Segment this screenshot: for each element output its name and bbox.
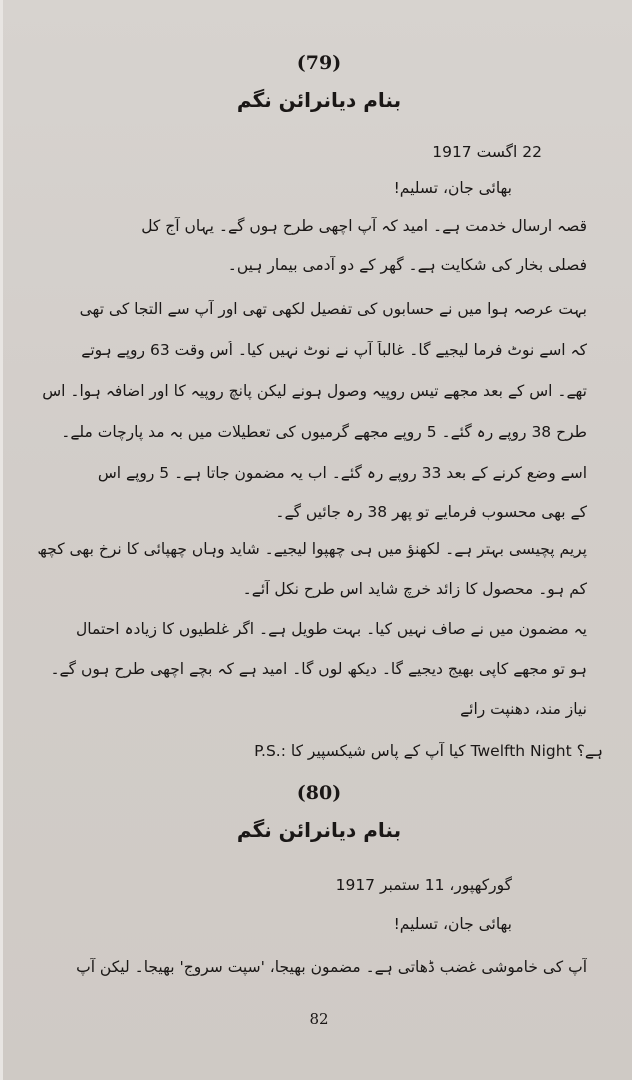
body-line: ہو تو مجھے کاپی بھیج دیجیے گا۔ دیکھ لوں گا۔ امید ہے کہ بچے اچھی طرح ہوں گے۔ (50, 660, 587, 678)
body-line: کم ہو۔ محصول کا زائد خرچ شاید اس طرح نکل آئے۔ (242, 580, 587, 598)
body-line: فصلی بخار کی شکایت ہے۔ گھر کے دو آدمی بیمار ہیں۔ (227, 256, 587, 274)
body-line: یہ مضمون میں نے صاف نہیں کیا۔ بہت طویل ہے۔ اگر غلطیوں کا زیادہ احتمال (76, 620, 587, 638)
body-line: کہ اسے نوٹ فرما لیجیے گا۔ غالباً آپ نے نوٹ نہیں کیا۔ اُس وقت 63 روپے ہوتے (81, 341, 587, 359)
letter-number-79: (79) (296, 52, 342, 74)
body-line: پریم پچیسی بہتر ہے۔ لکھنؤ میں ہی چھپوا لیجیے۔ شاید وہاں چھپائی کا نرخ بھی کچھ (37, 540, 587, 558)
postscript: P.S.: کیا آپ کے پاس شیکسپیر کا Twelfth Night ہے؟ (254, 742, 603, 760)
body-line: طرح 38 روپے رہ گئے۔ 5 روپے مجھے گرمیوں کی تعطیلات میں بہ مد پارچات ملے۔ (61, 423, 587, 441)
body-line: کے بھی محسوب فرمایے تو پھر 38 رہ جائیں گے۔ (275, 503, 587, 521)
letter-salutation-79: بھائی جان، تسلیم! (393, 179, 512, 197)
letter-date-79: 22 اگست 1917 (432, 143, 542, 161)
body-line: قصہ ارسال خدمت ہے۔ امید کہ آپ اچھی طرح ہوں گے۔ یہاں آج کل (141, 217, 587, 235)
page-number: 82 (309, 1010, 329, 1028)
letter-salutation-80: بھائی جان، تسلیم! (393, 915, 512, 933)
letter-date-80: گورکھپور، 11 ستمبر 1917 (335, 876, 512, 894)
letter-heading-79: بنام دیانرائن نگم (236, 88, 402, 112)
body-line: آپ کی خاموشی غضب ڈھاتی ہے۔ مضمون بھیجا، 'سپت سروج' بھیجا۔ لیکن آپ (76, 958, 587, 976)
letter-closing-79: نیاز مند، دھنپت رائے (460, 700, 587, 718)
body-line: اسے وضع کرنے کے بعد 33 روپے رہ گئے۔ اب یہ مضمون جاتا ہے۔ 5 روپے اس (97, 464, 587, 482)
letter-number-80: (80) (296, 782, 342, 804)
body-line: بہت عرصہ ہوا میں نے حسابوں کی تفصیل لکھی تھی اور آپ سے التجا کی تھی (79, 300, 587, 318)
letter-heading-80: بنام دیانرائن نگم (236, 818, 402, 842)
body-line: تھے۔ اس کے بعد مجھے تیس روپیہ وصول ہونے لیکن پانچ روپیہ کا اور اضافہ ہوا۔ اس (42, 382, 587, 400)
